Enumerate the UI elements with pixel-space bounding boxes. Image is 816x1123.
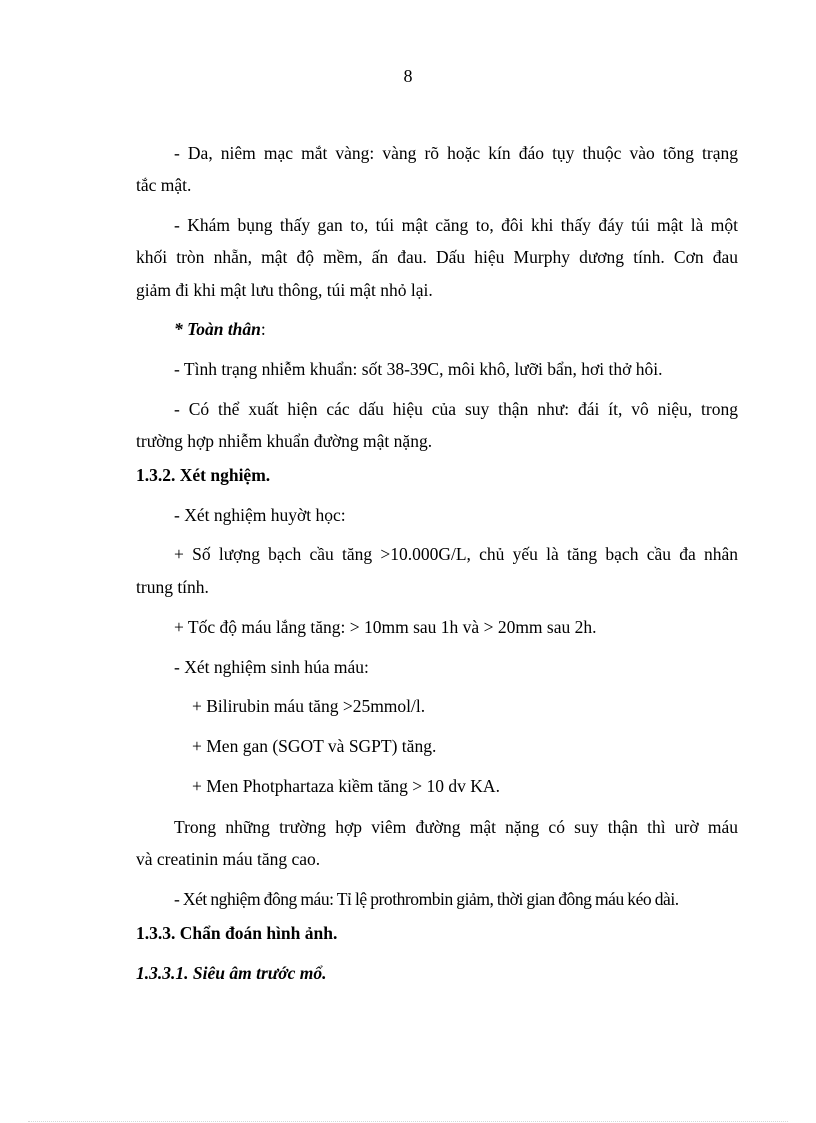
paragraph-line: khối tròn nhẵn, mật độ mềm, ấn đau. Dấu hiệu Murphy dương tính. Cơn đau [136, 247, 738, 267]
section-heading: 1.3.3. Chẩn đoán hình ảnh. [136, 923, 338, 943]
list-item: + Bilirubin máu tăng >25mmol/l. [192, 696, 426, 716]
paragraph-line: giảm đi khi mật lưu thông, túi mật nhỏ lại. [136, 280, 433, 300]
subsection-heading: 1.3.3.1. Siêu âm trước mổ. [136, 963, 327, 983]
paragraph-line: Trong những trường hợp viêm đường mật nặng có suy thận thì urờ máu [174, 817, 738, 837]
section-heading: 1.3.2. Xét nghiệm. [136, 465, 271, 485]
page-number: 8 [403, 66, 413, 86]
heading-colon: : [260, 319, 266, 339]
subsection-heading [174, 318, 738, 340]
paragraph-line: - Da, niêm mạc mắt vàng: vàng rõ hoặc kín đáo tụy thuộc vào tõng trạng [174, 143, 738, 163]
paragraph-line: + Tốc độ máu lắng tăng: > 10mm sau 1h và > 20mm sau 2h. [174, 617, 597, 637]
paragraph-line: và creatinin máu tăng cao. [136, 849, 321, 869]
paragraph-line: - Tình trạng nhiễm khuẩn: sốt 38-39C, môi khô, lưỡi bẩn, hơi thở hôi. [174, 359, 663, 379]
paragraph-line: - Xét nghiệm đông máu: Tỉ lệ prothrombin giảm, thời gian đông máu kéo dài. [174, 889, 679, 909]
paragraph-line: - Khám bụng thấy gan to, túi mật căng to, đôi khi thấy đáy túi mật là một [174, 215, 738, 235]
paragraph-line: - Xét nghiệm sinh húa máu: [174, 657, 369, 677]
paragraph-line: - Có thể xuất hiện các dấu hiệu của suy thận như: đái ít, vô niệu, trong [174, 399, 738, 419]
list-item: + Men gan (SGOT và SGPT) tăng. [192, 736, 437, 756]
paragraph-line: tắc mật. [136, 175, 192, 195]
paragraph-line: trung tính. [136, 577, 209, 597]
paragraph-line: trường hợp nhiễm khuẩn đường mật nặng. [136, 431, 433, 451]
paragraph-line: - Xét nghiệm huyờt học: [174, 505, 346, 525]
list-item: + Men Photphartaza kiềm tăng > 10 dv KA. [192, 776, 500, 796]
page-bottom-border [28, 1121, 788, 1122]
subsection-title: * Toàn thân [174, 319, 261, 339]
paragraph-line: + Số lượng bạch cầu tăng >10.000G/L, chủ yếu là tăng bạch cầu đa nhân [174, 544, 738, 564]
